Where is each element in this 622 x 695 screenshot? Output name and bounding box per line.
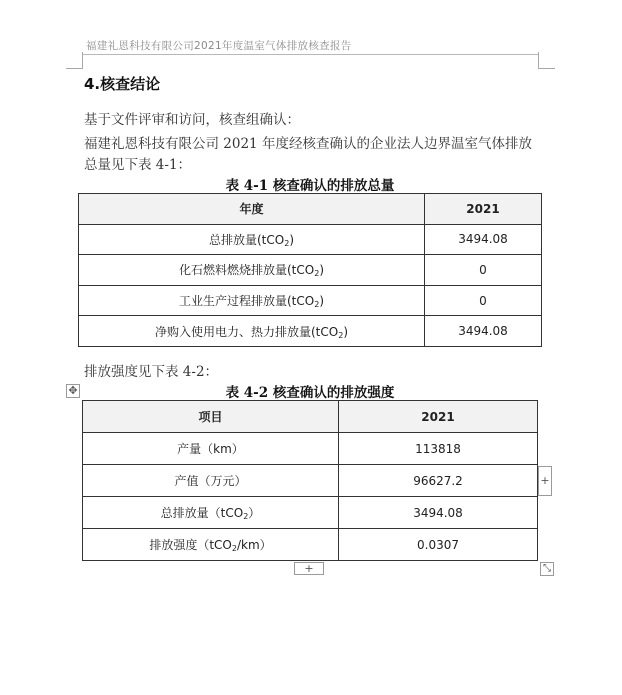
table2-caption: 表 4-2 核查确认的排放强度 — [225, 385, 395, 401]
row-value: 3494.08 — [425, 316, 542, 347]
row-value: 3494.08 — [425, 224, 542, 255]
row-label: 产量（km） — [83, 433, 339, 465]
add-row-button[interactable]: + — [294, 562, 324, 575]
header-cell-item: 项目 — [83, 401, 339, 433]
table-row — [79, 224, 542, 255]
header-cell-year: 年度 — [79, 194, 425, 225]
header-rule — [82, 54, 538, 55]
row-value: 0 — [425, 285, 542, 316]
add-column-button[interactable]: + — [538, 466, 552, 496]
table-resize-icon[interactable]: ⤡ — [540, 562, 554, 576]
paragraph-table1-intro: 福建礼恩科技有限公司 2021 年度经核查确认的企业法人边界温室气体排放总量见下表 4-1： — [84, 136, 532, 173]
header-cell-2021: 2021 — [339, 401, 538, 433]
row-value: 0 — [425, 255, 542, 286]
table-row — [83, 497, 538, 529]
paragraph-intro: 基于文件评审和访问，核查组确认： — [84, 112, 300, 128]
table1-caption: 表 4-1 核查确认的排放总量 — [225, 178, 395, 194]
table-move-icon[interactable]: ✥ — [66, 384, 80, 398]
row-value: 113818 — [339, 433, 538, 465]
header-cell-2021: 2021 — [425, 194, 542, 225]
row-label: 总排放量（tCO$_2$） — [83, 497, 339, 529]
table-row — [83, 433, 538, 465]
paragraph-table2-intro: 排放强度见下表 4-2： — [84, 364, 219, 380]
row-value: 0.0307 — [339, 529, 538, 561]
table-row — [83, 465, 538, 497]
section-title: 4.核查结论 — [84, 75, 161, 93]
table-row — [79, 255, 542, 286]
row-label: 工业生产过程排放量(tCO$_2$) — [79, 285, 425, 316]
row-label: 化石燃料燃烧排放量(tCO$_2$) — [79, 255, 425, 286]
row-label: 产值（万元） — [83, 465, 339, 497]
emission-intensity-table — [82, 400, 538, 561]
emission-total-table — [78, 193, 542, 347]
row-value: 96627.2 — [339, 465, 538, 497]
table-row — [79, 316, 542, 347]
margin-corner-top-left — [66, 52, 83, 69]
table-header-row — [79, 194, 542, 225]
page-header: 福建礼恩科技有限公司2021年度温室气体排放核查报告 — [86, 40, 352, 52]
table-row — [83, 529, 538, 561]
table-header-row — [83, 401, 538, 433]
row-label: 净购入使用电力、热力排放量(tCO$_2$) — [79, 316, 425, 347]
row-label: 总排放量(tCO$_2$) — [79, 224, 425, 255]
table-row — [79, 285, 542, 316]
margin-corner-top-right — [538, 52, 555, 69]
row-value: 3494.08 — [339, 497, 538, 529]
row-label: 排放强度（tCO$_2$/km） — [83, 529, 339, 561]
